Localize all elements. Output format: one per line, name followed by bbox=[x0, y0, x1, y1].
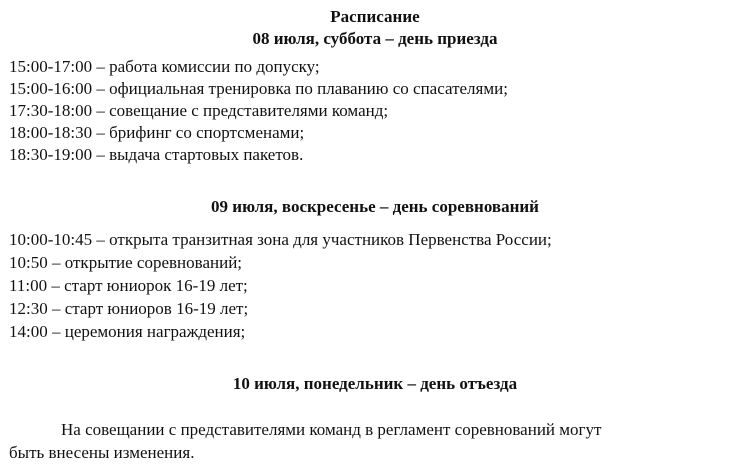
day1-item: 17:30-18:00 – совещание с представителями команд; bbox=[9, 101, 389, 120]
day2-item: 14:00 – церемония награждения; bbox=[9, 322, 246, 341]
day2-item: 10:50 – открытие соревнований; bbox=[9, 253, 243, 272]
day2-item: 10:00-10:45 – открыта транзитная зона для участников Первенства России; bbox=[9, 230, 552, 249]
day2-item: 12:30 – старт юниоров 16-19 лет; bbox=[9, 299, 249, 318]
day1-item: 15:00-16:00 – официальная тренировка по плаванию со спасателями; bbox=[9, 79, 508, 98]
day3-heading: 10 июля, понедельник – день отъезда bbox=[232, 374, 518, 393]
document-title: Расписание bbox=[330, 7, 420, 26]
day2-heading: 09 июля, воскресенье – день соревнований bbox=[211, 197, 539, 216]
day1-item: 18:30-19:00 – выдача стартовых пакетов. bbox=[9, 145, 304, 164]
note-line-1: На совещании с представителями команд в регламент соревнований могут bbox=[61, 420, 602, 439]
day2-item: 11:00 – старт юниорок 16-19 лет; bbox=[9, 276, 248, 295]
note-line-2: быть внесены изменения. bbox=[9, 443, 195, 462]
day1-item: 15:00-17:00 – работа комиссии по допуску; bbox=[9, 57, 320, 76]
day1-heading: 08 июля, суббота – день приезда bbox=[252, 29, 498, 48]
day1-item: 18:00-18:30 – брифинг со спортсменами; bbox=[9, 123, 305, 142]
